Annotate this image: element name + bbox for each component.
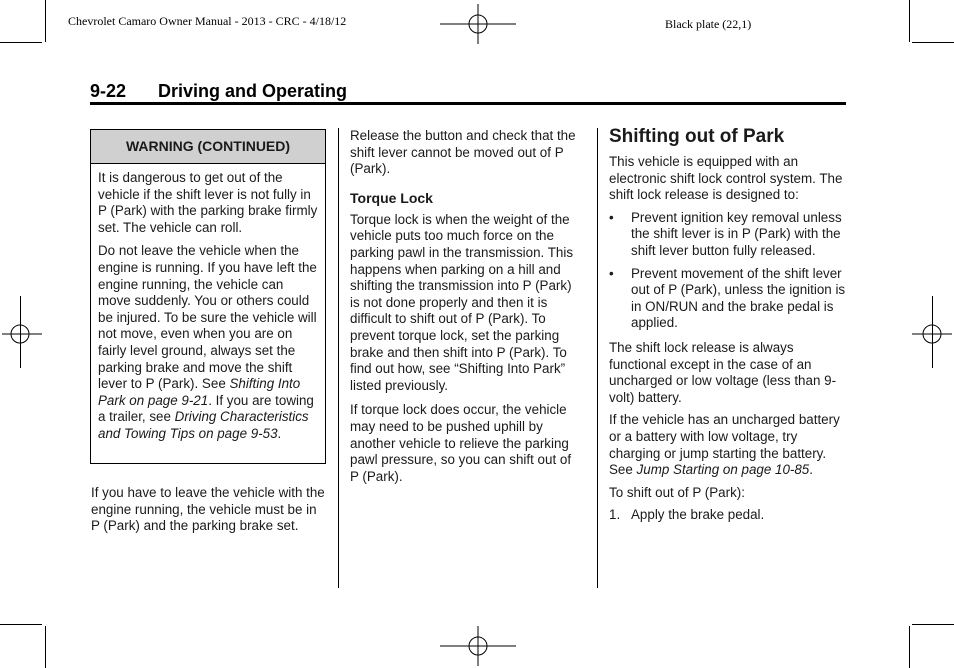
crop-mark (0, 42, 42, 43)
step-text: Apply the brake pedal. (631, 507, 765, 523)
column-divider (597, 128, 598, 588)
section-title: Driving and Operating (158, 81, 348, 101)
warning-text: . (277, 425, 282, 441)
shifting-out-of-park-heading: Shifting out of Park (609, 126, 785, 147)
column-1-text (91, 485, 327, 541)
slug-right: Black plate (22,1) (665, 17, 752, 31)
torque-lock-heading: Torque Lock (350, 189, 433, 206)
warning-paragraph (98, 243, 318, 442)
body-paragraph: Release the button and check that the shift lever cannot be moved out of P (Park). (350, 128, 576, 177)
page-number: 9-22 (90, 81, 127, 101)
body-paragraph: This vehicle is equipped with an electronic shift lock control system. The shift lock release is designed to: (609, 154, 843, 203)
body-text: . (809, 462, 813, 478)
step-number: 1. (609, 507, 621, 523)
body-text: If the vehicle has an uncharged battery or a battery with low voltage, try charging or jump starting the battery. See (609, 412, 840, 478)
cross-reference-link[interactable]: Driving Characteristics and Towing Tips on page 9-53 (98, 409, 309, 441)
crop-mark (912, 624, 954, 625)
crop-mark (0, 624, 42, 625)
registration-mark-icon (912, 314, 952, 354)
crop-mark (909, 0, 910, 42)
registration-mark-icon (2, 314, 42, 354)
crop-mark (909, 626, 910, 668)
body-paragraph (609, 412, 847, 478)
crop-mark (912, 42, 954, 43)
column-3 (609, 126, 847, 530)
body-paragraph: To shift out of P (Park): (609, 484, 745, 500)
cross-reference-link[interactable]: Shifting Into Park on page 9-21 (98, 376, 301, 408)
registration-mark-icon (440, 4, 516, 44)
body-paragraph: If torque lock does occur, the vehicle may need to be pushed uphill by another vehicle to relieve the parking pawl pressure, so you can shift out of P (Park). (350, 402, 572, 484)
bullet-item (609, 266, 847, 332)
bullet-text: Prevent ignition key removal unless the shift lever is in P (Park) with the shift lever button fully released. (631, 209, 842, 258)
warning-title: WARNING (CONTINUED) (91, 130, 325, 164)
cross-reference-link[interactable]: Jump Starting on page 10-85 (636, 462, 810, 478)
bullet-icon: • (609, 265, 614, 281)
body-paragraph: If you have to leave the vehicle with the engine running, the vehicle must be in P (Park) and the parking brake set. (91, 485, 325, 534)
numbered-step (609, 507, 847, 524)
body-paragraph: Torque lock is when the weight of the vehicle puts too much force on the parking pawl in the transmission. This happens when parking on a hill and shifting the transmission into P (Park) is not done properly and then it is difficult to shift out of P (Park). To prevent torque lock, set the parking brake and then shift into P (Park). To find out how, see “Shifting Into Park” listed previously. (350, 211, 574, 393)
column-divider (338, 128, 339, 588)
column-2 (350, 128, 582, 491)
registration-mark-icon (440, 626, 516, 666)
header-rule (90, 102, 846, 105)
warning-text: Do not leave the vehicle when the engine is running. If you have left the engine running, the vehicle can move suddenly. You or others could be injured. To be sure the vehicle will not move, even when you are on fairly level ground, always set the parking brake and move the shift lever to P (Park). See (98, 243, 317, 392)
warning-box (90, 129, 326, 464)
bullet-icon: • (609, 209, 614, 225)
warning-paragraph: It is dangerous to get out of the vehicle if the shift lever is not fully in P (Park) with the parking brake firmly set. The vehicle can roll. (98, 170, 318, 235)
body-paragraph: The shift lock release is always functional except in the case of an uncharged or low voltage (less than 9-volt) battery. (609, 339, 837, 405)
warning-text: . If you are towing a trailer, see (98, 392, 314, 425)
crop-mark (45, 0, 46, 42)
bullet-item (609, 210, 847, 260)
slug-left: Chevrolet Camaro Owner Manual - 2013 - CRC - 4/18/12 (68, 14, 347, 28)
bullet-text: Prevent movement of the shift lever out of P (Park), unless the ignition is in ON/RUN and the brake pedal is applied. (631, 265, 846, 331)
crop-mark (45, 626, 46, 668)
